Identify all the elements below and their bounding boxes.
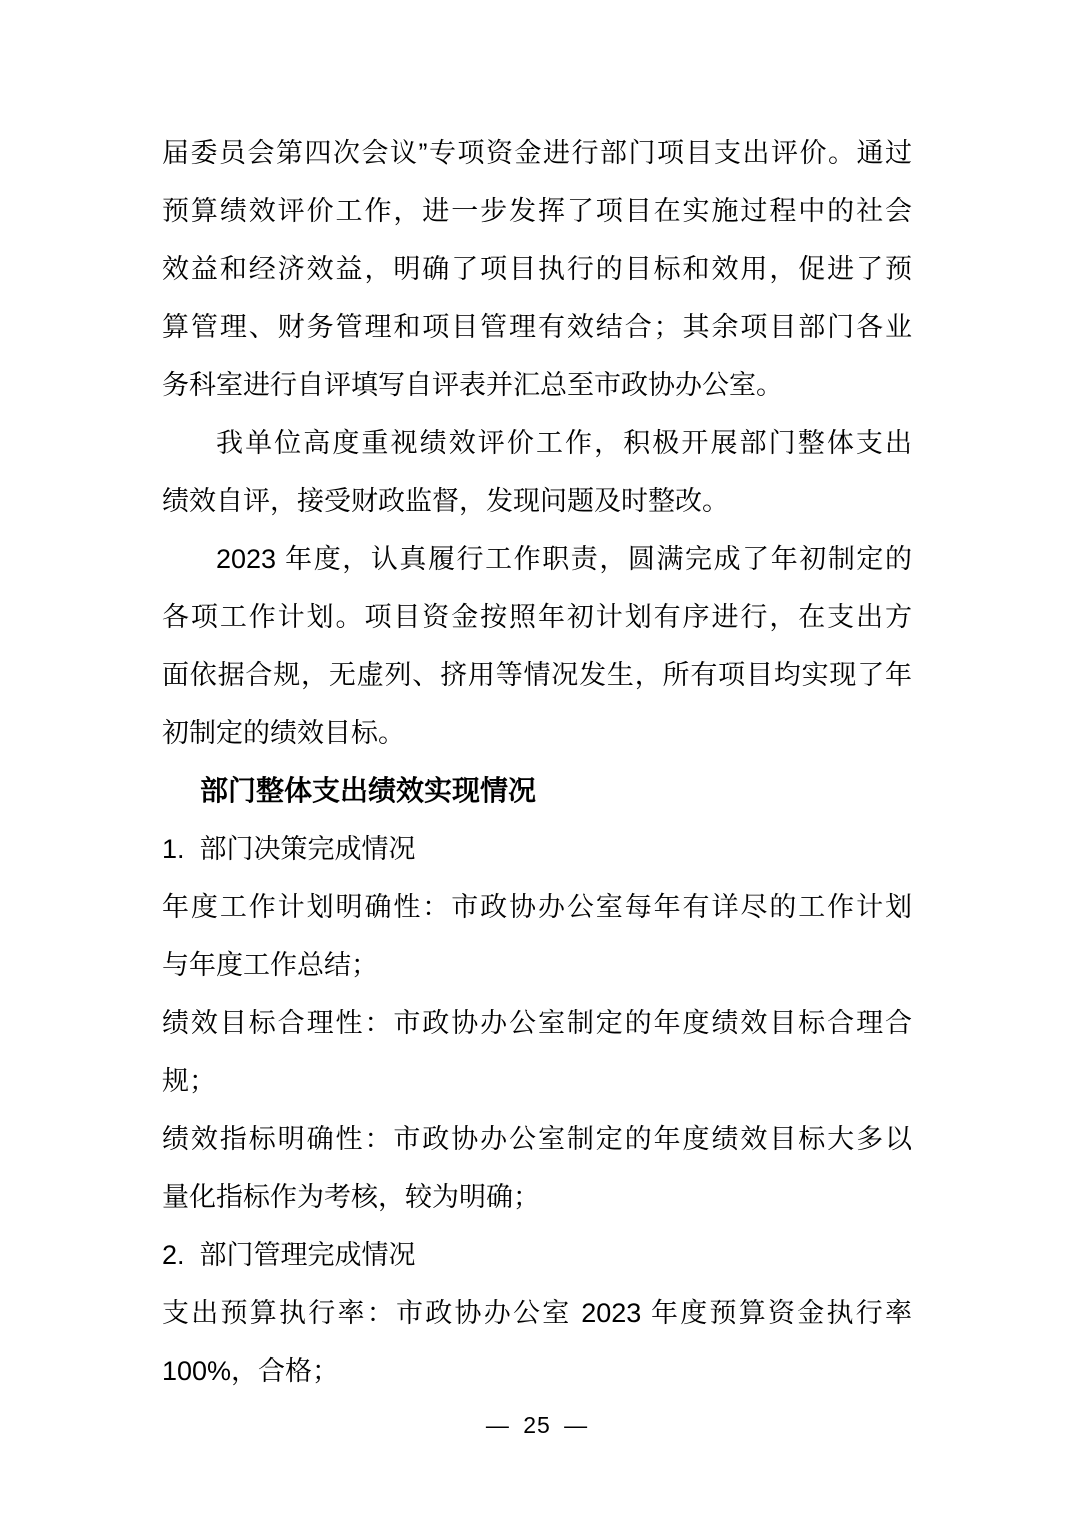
text-line: 预算绩效评价工作，进一步发挥了项目在实施过程中的社会 [162,196,912,226]
text-line: 支出预算执行率：市政协办公室 2023 年度预算资金执行率 [162,1298,912,1328]
text-line: 绩效目标合理性：市政协办公室制定的年度绩效目标合理合 [162,1008,912,1038]
numbered-item: 1. 部门决策完成情况 [162,834,416,864]
section-heading: 部门整体支出绩效实现情况 [200,775,537,806]
text-line: 2023 年度，认真履行工作职责，圆满完成了年初制定的 [216,544,912,574]
text-line: 初制定的绩效目标。 [162,718,405,748]
numbered-item: 2. 部门管理完成情况 [162,1240,416,1270]
document-body [162,124,912,1400]
text-line: 100%，合格； [162,1356,340,1386]
text-line: 绩效指标明确性：市政协办公室制定的年度绩效目标大多以 [162,1124,912,1154]
text-line: 各项工作计划。项目资金按照年初计划有序进行，在支出方 [162,602,912,632]
text-line: 务科室进行自评填写自评表并汇总至市政协办公室。 [162,370,783,400]
text-line: 绩效自评，接受财政监督，发现问题及时整改。 [162,486,729,516]
text-line: 届委员会第四次会议”专项资金进行部门项目支出评价。通过 [162,138,912,168]
text-line: 效益和经济效益，明确了项目执行的目标和效用，促进了预 [162,254,912,284]
text-line: 量化指标作为考核，较为明确； [162,1182,540,1212]
text-line: 算管理、财务管理和项目管理有效结合；其余项目部门各业 [162,312,912,342]
text-line: 我单位高度重视绩效评价工作，积极开展部门整体支出 [216,428,912,458]
text-line: 与年度工作总结； [162,950,378,980]
text-line: 年度工作计划明确性：市政协办公室每年有详尽的工作计划 [162,892,912,922]
page-number: — 25 — [485,1412,589,1438]
text-line: 面依据合规，无虚列、挤用等情况发生，所有项目均实现了年 [162,660,912,690]
text-line: 规； [162,1066,216,1096]
